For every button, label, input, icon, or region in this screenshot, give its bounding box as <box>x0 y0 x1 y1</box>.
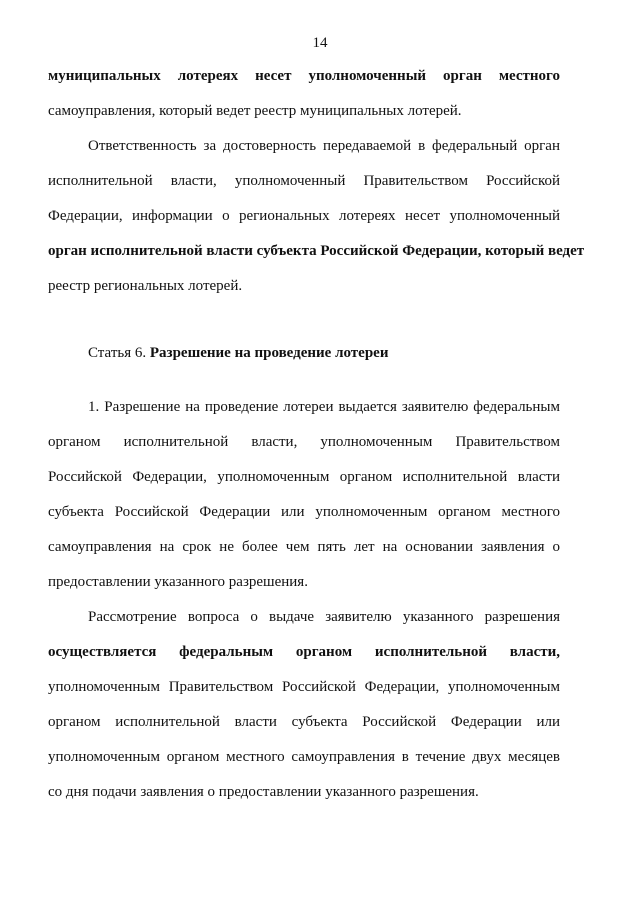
article-heading <box>48 339 560 374</box>
text-line: субъекта Российской Федерации или уполномоченным органом местного <box>48 504 560 520</box>
text-line: реестр региональных лотерей. <box>48 278 243 294</box>
text-line: Федерации, информации о региональных лотереях несет уполномоченный <box>48 208 560 224</box>
text-line: уполномоченным органом местного самоуправления в течение двух месяцев <box>48 749 560 765</box>
text-line: предоставлении указанного разрешения. <box>48 574 308 590</box>
text-line: муниципальных лотереях несет уполномоченный орган местного <box>48 68 560 84</box>
text-line: исполнительной власти, уполномоченный Правительством Российской <box>48 173 560 189</box>
text-line: 1. Разрешение на проведение лотереи выдается заявителю федеральным <box>88 399 560 415</box>
text-line: самоуправления, который ведет реестр муниципальных лотерей. <box>48 103 462 119</box>
paragraph-review <box>48 603 560 813</box>
text-line: самоуправления на срок не более чем пять лет на основании заявления о <box>48 539 560 555</box>
article-number: Статья 6. <box>88 345 147 361</box>
text-line: Рассмотрение вопроса о выдаче заявителю указанного разрешения <box>88 609 560 625</box>
paragraph-responsibility <box>48 132 585 307</box>
text-line: орган исполнительной власти субъекта Российской Федерации, который ведет <box>48 243 585 259</box>
text-line: Российской Федерации, уполномоченным органом исполнительной власти <box>48 469 560 485</box>
page-body <box>48 62 585 813</box>
text-line: со дня подачи заявления о предоставлении указанного разрешения. <box>48 784 479 800</box>
text-line: органом исполнительной власти субъекта Российской Федерации или <box>48 714 560 730</box>
page-number: 14 <box>312 35 328 51</box>
paragraph-permit <box>48 393 560 603</box>
paragraph-continuation <box>48 62 560 132</box>
text-line: осуществляется федеральным органом исполнительной власти, <box>48 644 560 660</box>
text-line: Ответственность за достоверность передаваемой в федеральный орган <box>88 138 560 154</box>
text-line: органом исполнительной власти, уполномоченным Правительством <box>48 434 560 450</box>
text-line: уполномоченным Правительством Российской Федерации, уполномоченным <box>48 679 560 695</box>
article-title: Разрешение на проведение лотереи <box>149 345 389 361</box>
